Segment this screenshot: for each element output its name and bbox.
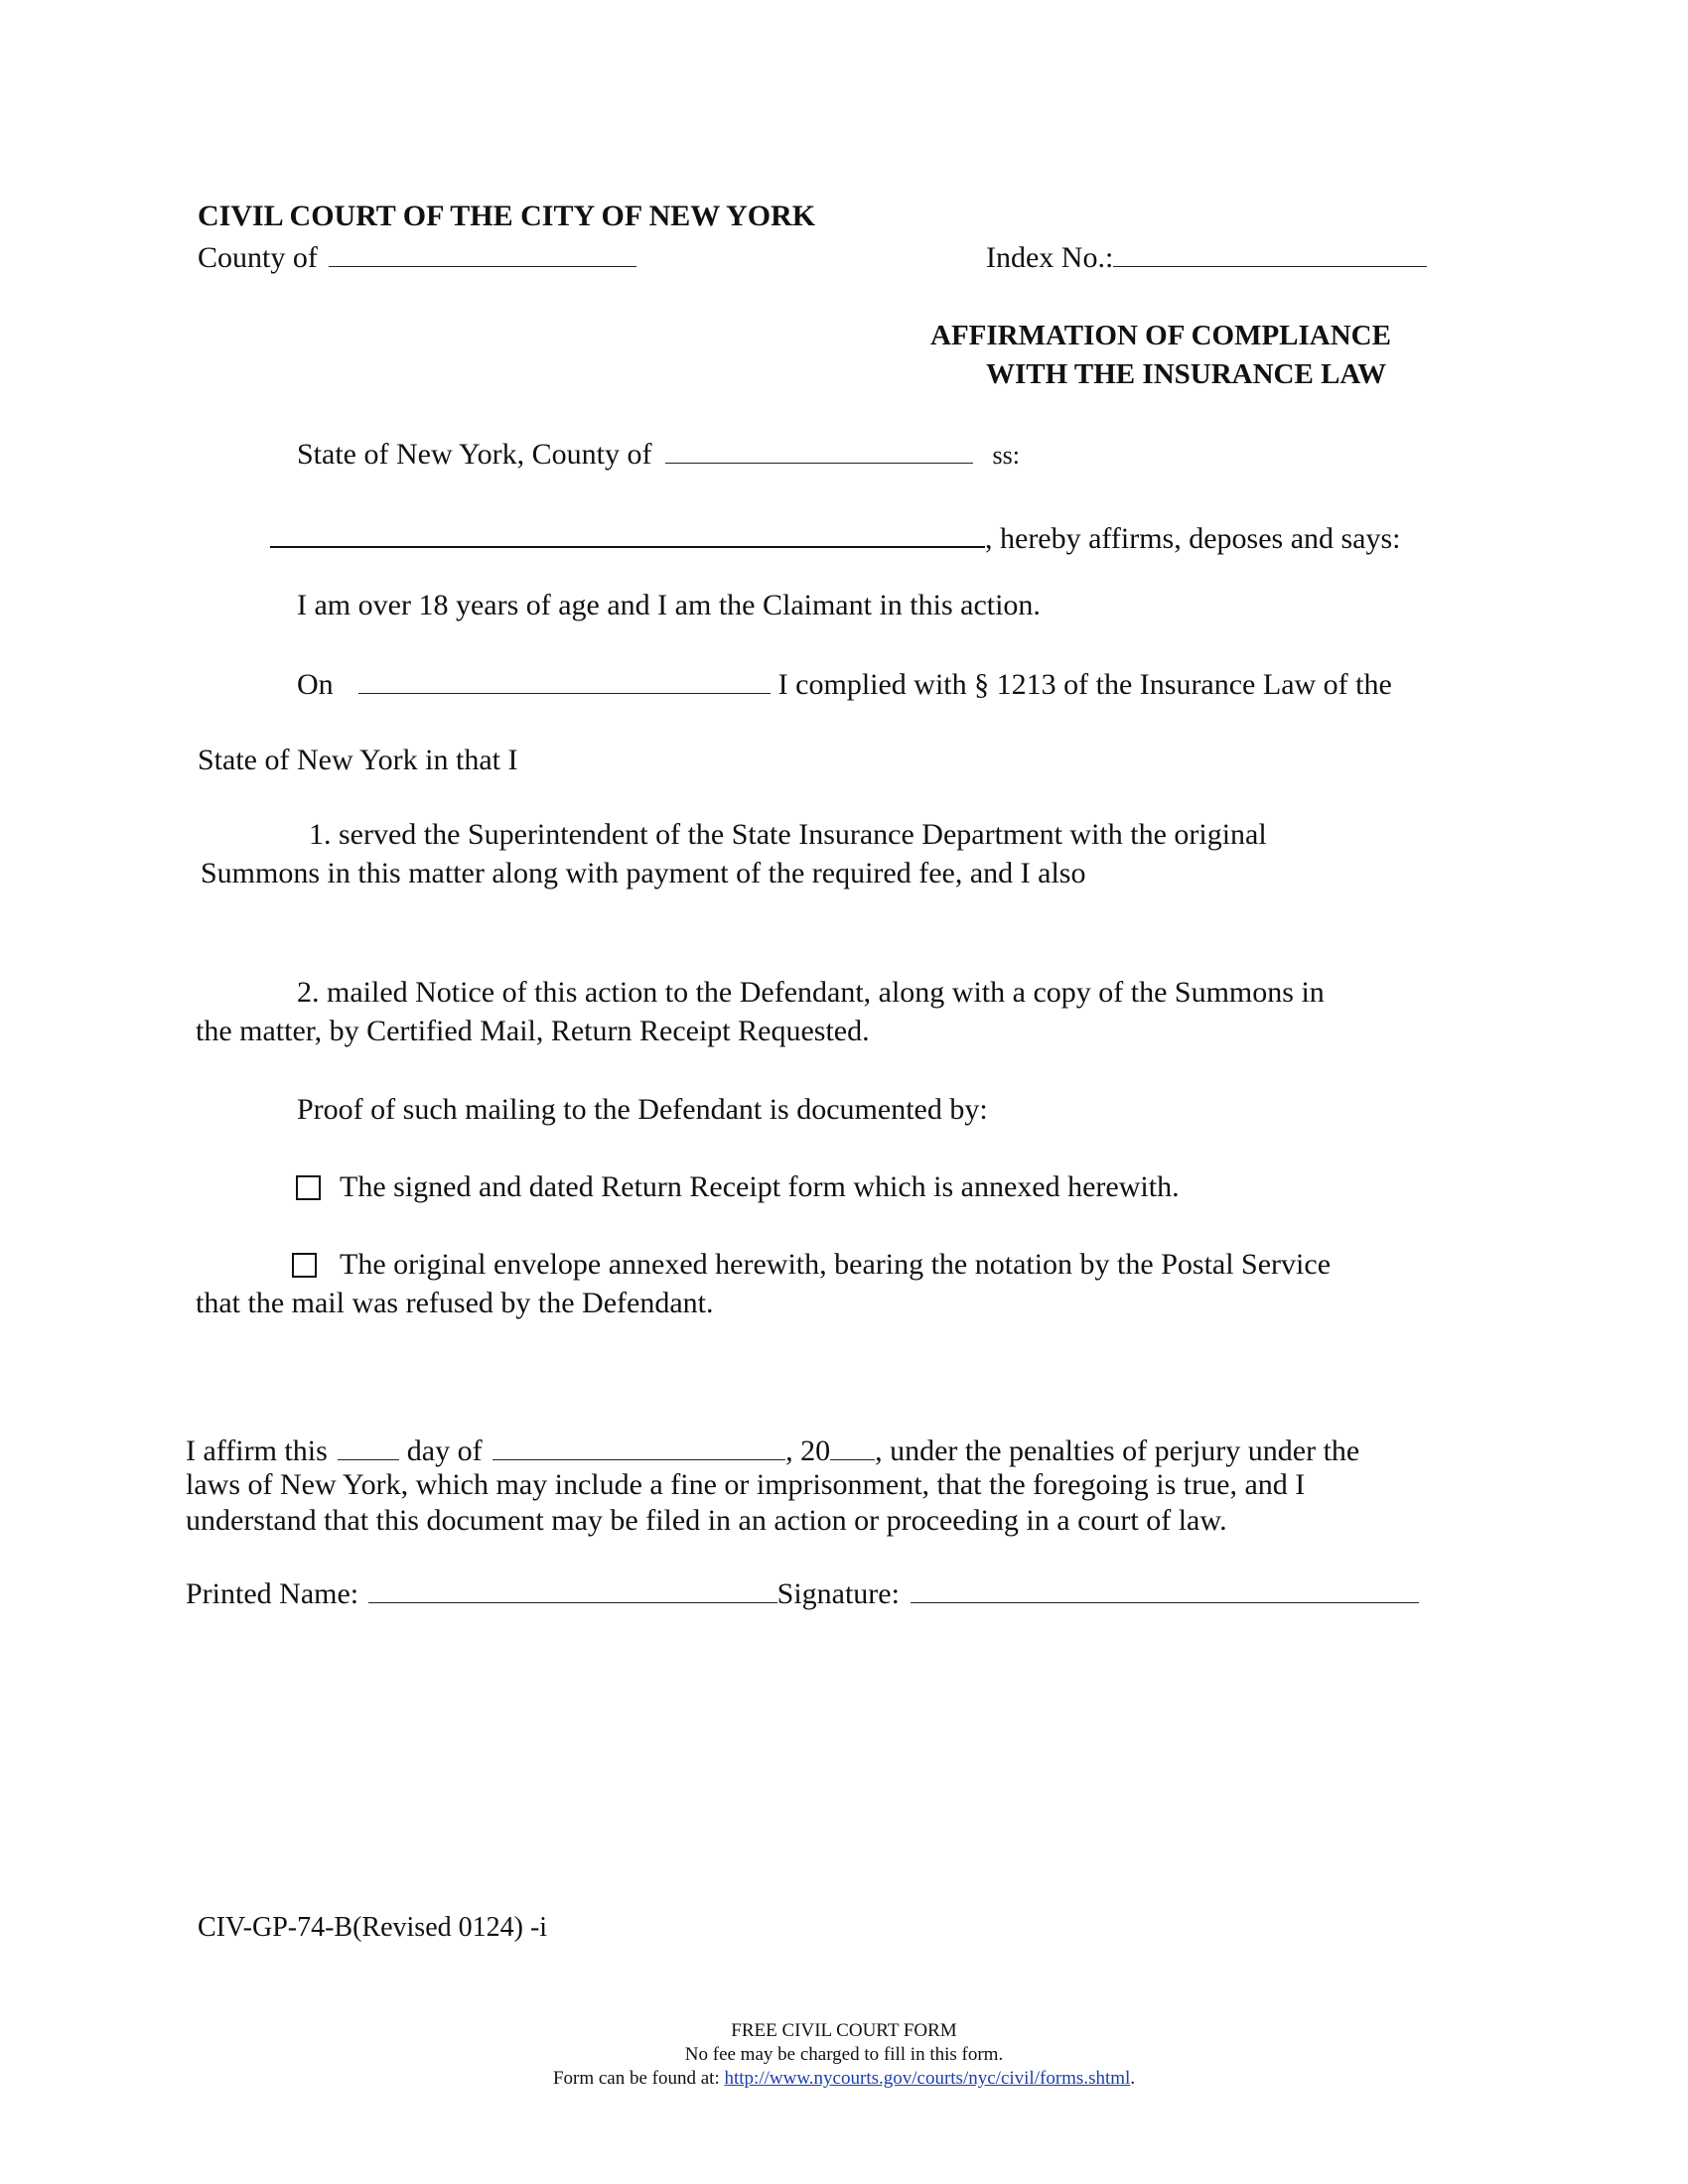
affiant-line <box>270 518 1401 557</box>
index-label: Index No.: <box>986 241 1114 274</box>
compliance-line <box>297 665 1392 703</box>
ss-label: ss: <box>992 441 1020 470</box>
printed-name-label: Printed Name: <box>186 1577 359 1610</box>
affirm-year-field[interactable] <box>830 1432 875 1460</box>
signature-line <box>186 1574 1419 1612</box>
item-2-line-1: 2. mailed Notice of this action to the Defendant, along with a copy of the Summons in <box>297 976 1325 1009</box>
footer-location <box>0 2067 1688 2091</box>
envelope-label-line-1: The original envelope annexed herewith, bearing the notation by the Postal Service <box>340 1248 1332 1281</box>
index-number-field[interactable] <box>1113 238 1427 267</box>
venue-line <box>297 435 1020 474</box>
venue-label: State of New York, County of <box>297 438 652 471</box>
complied-text: I complied with § 1213 of the Insurance Law of the <box>777 668 1392 701</box>
footer-period: . <box>1130 2068 1136 2089</box>
day-of-label: day of <box>406 1434 483 1467</box>
affirms-text: , hereby affirms, deposes and says: <box>985 522 1401 555</box>
return-receipt-checkbox[interactable] <box>296 1175 321 1200</box>
age-statement: I am over 18 years of age and I am the Claimant in this action. <box>297 589 1041 621</box>
item-2-line-2: the matter, by Certified Mail, Return Receipt Requested. <box>196 1015 870 1047</box>
forms-url-link[interactable]: http://www.nycourts.gov/courts/nyc/civil/forms.shtml <box>724 2068 1131 2089</box>
title-line-2: WITH THE INSURANCE LAW <box>986 358 1387 390</box>
on-label: On <box>297 668 334 701</box>
court-name: CIVIL COURT OF THE CITY OF NEW YORK <box>198 200 816 232</box>
index-line <box>986 238 1427 276</box>
envelope-label-line-2: that the mail was refused by the Defendant. <box>196 1287 714 1319</box>
venue-county-field[interactable] <box>665 435 973 464</box>
affirmation-line-3: understand that this document may be filed in an action or proceeding in a court of law. <box>186 1504 1227 1537</box>
county-line <box>198 238 636 276</box>
item-1-line-2: Summons in this matter along with payment of the required fee, and I also <box>201 857 1086 889</box>
signature-field[interactable] <box>911 1574 1419 1603</box>
footer-found-at: Form can be found at: <box>552 2068 725 2089</box>
proof-statement: Proof of such mailing to the Defendant is documented by: <box>297 1093 988 1126</box>
affirm-month-field[interactable] <box>492 1432 785 1460</box>
year-prefix: , 20 <box>785 1434 831 1467</box>
affirmation-line-2: laws of New York, which may include a fine or imprisonment, that the foregoing is true, and I <box>186 1468 1306 1501</box>
affirm-day-field[interactable] <box>338 1432 399 1460</box>
printed-name-field[interactable] <box>368 1574 777 1603</box>
compliance-date-field[interactable] <box>358 665 771 694</box>
affirm-this-label: I affirm this <box>186 1434 328 1467</box>
footer-free-form: FREE CIVIL COURT FORM <box>731 2020 957 2041</box>
item-1-line-1: 1. served the Superintendent of the State Insurance Department with the original <box>309 818 1267 851</box>
affirmation-line-1 <box>186 1432 1359 1469</box>
affiant-name-field[interactable] <box>270 518 985 548</box>
envelope-checkbox[interactable] <box>292 1253 317 1278</box>
form-code: CIV-GP-74-B(Revised 0124) -i <box>198 1912 548 1943</box>
title-line-1: AFFIRMATION OF COMPLIANCE <box>930 320 1391 351</box>
signature-label: Signature: <box>776 1577 900 1610</box>
footer-no-fee: No fee may be charged to fill in this form. <box>684 2044 1004 2065</box>
county-field[interactable] <box>329 238 636 267</box>
return-receipt-label: The signed and dated Return Receipt form which is annexed herewith. <box>340 1170 1180 1203</box>
state-in-that: State of New York in that I <box>198 744 518 776</box>
county-label: County of <box>198 241 318 274</box>
penalties-text: , under the penalties of perjury under the <box>875 1434 1360 1467</box>
